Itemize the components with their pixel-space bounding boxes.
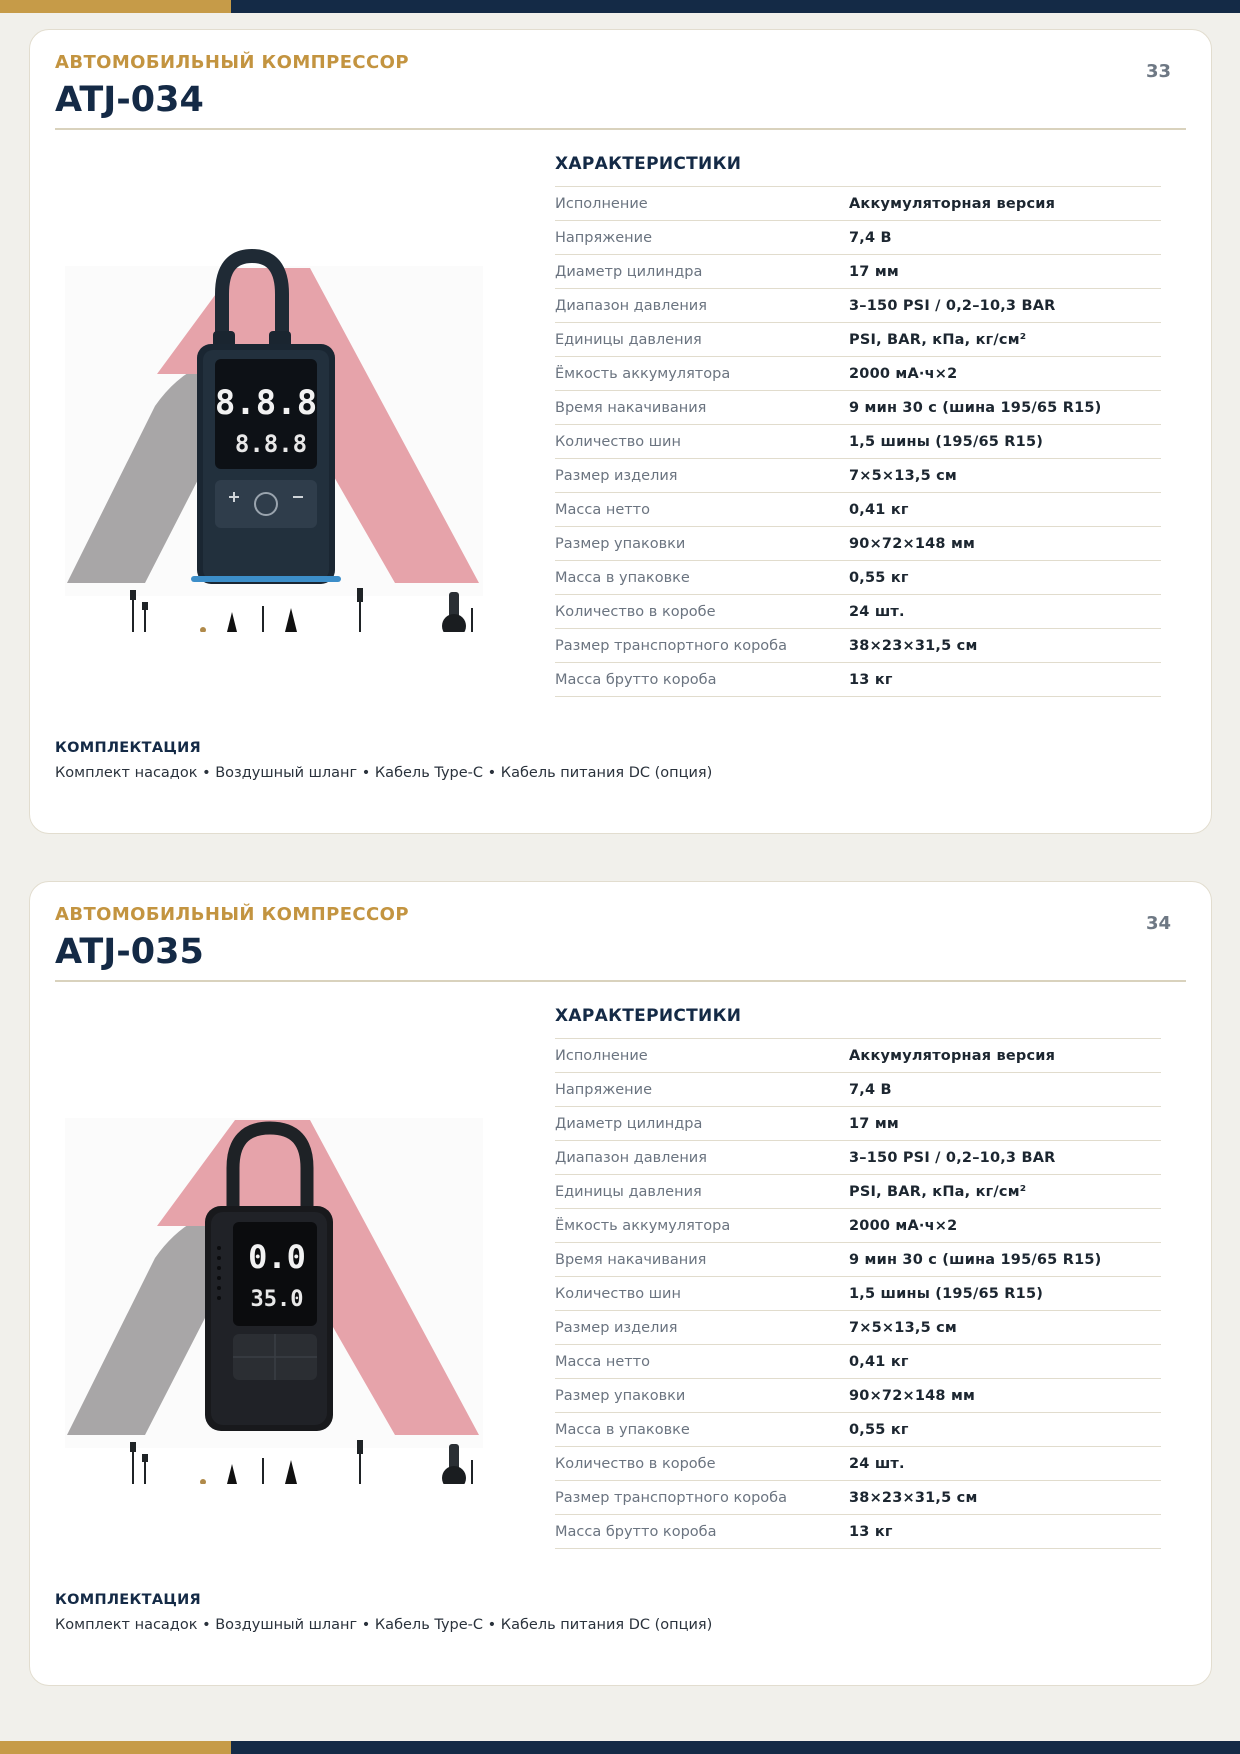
spec-row [555, 1481, 1161, 1515]
spec-row [555, 459, 1161, 493]
lcd-top-digits: 8.8.8 [214, 383, 318, 423]
spec-value: 90×72×148 мм [849, 1387, 976, 1404]
spec-label: Ёмкость аккумулятора [555, 365, 731, 382]
spec-label: Количество в коробе [555, 603, 716, 620]
spec-value: 38×23×31,5 см [849, 637, 978, 654]
spec-row [555, 1107, 1161, 1141]
spec-row [555, 1073, 1161, 1107]
navy-stripe [231, 0, 1240, 13]
spec-label: Напряжение [555, 1081, 653, 1098]
spec-value: 1,5 шины (195/65 R15) [849, 433, 1044, 450]
spec-row [555, 663, 1161, 697]
spec-value: 0,55 кг [849, 569, 909, 586]
spec-label: Единицы давления [555, 331, 702, 348]
specs-heading: ХАРАКТЕРИСТИКИ [555, 154, 742, 174]
spec-label: Количество шин [555, 1285, 681, 1302]
spec-row [555, 187, 1161, 221]
page-number: 34 [1145, 913, 1171, 934]
product-card [29, 29, 1212, 834]
spec-label: Единицы давления [555, 1183, 702, 1200]
product-model: ATJ-034 [55, 80, 204, 120]
spec-value: 2000 мА·ч×2 [849, 1217, 958, 1234]
product-model: ATJ-035 [55, 932, 204, 972]
spec-label: Размер транспортного короба [555, 637, 787, 654]
spec-value: 9 мин 30 с (шина 195/65 R15) [849, 1251, 1102, 1268]
kit-heading: КОМПЛЕКТАЦИЯ [55, 740, 202, 756]
spec-row [555, 1039, 1161, 1073]
spec-row [555, 1141, 1161, 1175]
spec-label: Масса нетто [555, 1353, 651, 1370]
product-category: АВТОМОБИЛЬНЫЙ КОМПРЕССОР [55, 904, 409, 925]
kit-heading: КОМПЛЕКТАЦИЯ [55, 1592, 202, 1608]
spec-label: Ёмкость аккумулятора [555, 1217, 731, 1234]
spec-row [555, 323, 1161, 357]
spec-row [555, 629, 1161, 663]
spec-label: Размер упаковки [555, 1387, 686, 1404]
spec-value: 7×5×13,5 см [849, 1319, 957, 1336]
product-card [29, 881, 1212, 1686]
spec-value: 3–150 PSI / 0,2–10,3 BAR [849, 1149, 1056, 1166]
spec-label: Масса брутто короба [555, 671, 717, 688]
navy-stripe [231, 1741, 1240, 1754]
spec-value: 1,5 шины (195/65 R15) [849, 1285, 1044, 1302]
page-number: 33 [1145, 61, 1171, 82]
spec-label: Диаметр цилиндра [555, 1115, 703, 1132]
spec-row [555, 1345, 1161, 1379]
spec-value: 13 кг [849, 671, 893, 688]
spec-row [555, 289, 1161, 323]
spec-label: Масса в упаковке [555, 1421, 690, 1438]
spec-value: 7×5×13,5 см [849, 467, 957, 484]
kit-contents: Комплект насадок • Воздушный шланг • Кабель Type-C • Кабель питания DC (опция) [55, 765, 713, 781]
top-color-band [0, 0, 1240, 13]
spec-value: 9 мин 30 с (шина 195/65 R15) [849, 399, 1102, 416]
spec-label: Количество в коробе [555, 1455, 716, 1472]
spec-label: Размер изделия [555, 467, 678, 484]
spec-label: Размер транспортного короба [555, 1489, 787, 1506]
spec-row [555, 527, 1161, 561]
spec-value: 24 шт. [849, 603, 905, 620]
spec-value: 24 шт. [849, 1455, 905, 1472]
spec-row [555, 595, 1161, 629]
lcd-bottom-digits: 8.8.8 [234, 430, 308, 458]
spec-value: 0,41 кг [849, 1353, 909, 1370]
spec-value: 7,4 В [849, 229, 892, 246]
spec-value: 38×23×31,5 см [849, 1489, 978, 1506]
spec-row [555, 561, 1161, 595]
spec-label: Размер упаковки [555, 535, 686, 552]
spec-value: 3–150 PSI / 0,2–10,3 BAR [849, 297, 1056, 314]
spec-label: Время накачивания [555, 399, 707, 416]
spec-value: 17 мм [849, 1115, 899, 1132]
spec-value: 7,4 В [849, 1081, 892, 1098]
spec-value: 13 кг [849, 1523, 893, 1540]
spec-row [555, 1175, 1161, 1209]
spec-label: Масса нетто [555, 501, 651, 518]
spec-label: Количество шин [555, 433, 681, 450]
spec-label: Исполнение [555, 195, 648, 212]
spec-value: 90×72×148 мм [849, 535, 976, 552]
specs-heading: ХАРАКТЕРИСТИКИ [555, 1006, 742, 1026]
spec-value: 2000 мА·ч×2 [849, 365, 958, 382]
spec-row [555, 1277, 1161, 1311]
gold-stripe [0, 0, 231, 13]
spec-value: Аккумуляторная версия [849, 195, 1056, 212]
header-divider [55, 128, 1186, 130]
lcd-bottom-digits: 35.0 [250, 1287, 304, 1312]
spec-value: 17 мм [849, 263, 899, 280]
spec-label: Диапазон давления [555, 297, 707, 314]
spec-label: Размер изделия [555, 1319, 678, 1336]
spec-label: Напряжение [555, 229, 653, 246]
spec-row [555, 255, 1161, 289]
spec-label: Диаметр цилиндра [555, 263, 703, 280]
header-divider [55, 980, 1186, 982]
spec-row [555, 1379, 1161, 1413]
spec-label: Время накачивания [555, 1251, 707, 1268]
spec-label: Масса брутто короба [555, 1523, 717, 1540]
spec-row [555, 357, 1161, 391]
lcd-top-digits: 0.0 [248, 1238, 306, 1276]
spec-row [555, 391, 1161, 425]
specs-table [555, 1038, 1161, 1549]
spec-row [555, 1311, 1161, 1345]
spec-label: Диапазон давления [555, 1149, 707, 1166]
portable-compressor-image [65, 226, 483, 632]
product-category: АВТОМОБИЛЬНЫЙ КОМПРЕССОР [55, 52, 409, 73]
spec-value: PSI, BAR, кПа, кг/см² [849, 331, 1027, 348]
spec-row [555, 493, 1161, 527]
spec-label: Исполнение [555, 1047, 648, 1064]
spec-value: PSI, BAR, кПа, кг/см² [849, 1183, 1027, 1200]
spec-value: Аккумуляторная версия [849, 1047, 1056, 1064]
spec-label: Масса в упаковке [555, 569, 690, 586]
spec-value: 0,41 кг [849, 501, 909, 518]
spec-row [555, 1515, 1161, 1549]
spec-row [555, 1447, 1161, 1481]
spec-value: 0,55 кг [849, 1421, 909, 1438]
spec-row [555, 425, 1161, 459]
spec-row [555, 1243, 1161, 1277]
spec-row [555, 1209, 1161, 1243]
portable-compressor-image [65, 1078, 483, 1484]
gold-stripe [0, 1741, 231, 1754]
kit-contents: Комплект насадок • Воздушный шланг • Кабель Type-C • Кабель питания DC (опция) [55, 1617, 713, 1633]
specs-table [555, 186, 1161, 697]
spec-row [555, 221, 1161, 255]
bottom-color-band [0, 1741, 1240, 1754]
spec-row [555, 1413, 1161, 1447]
